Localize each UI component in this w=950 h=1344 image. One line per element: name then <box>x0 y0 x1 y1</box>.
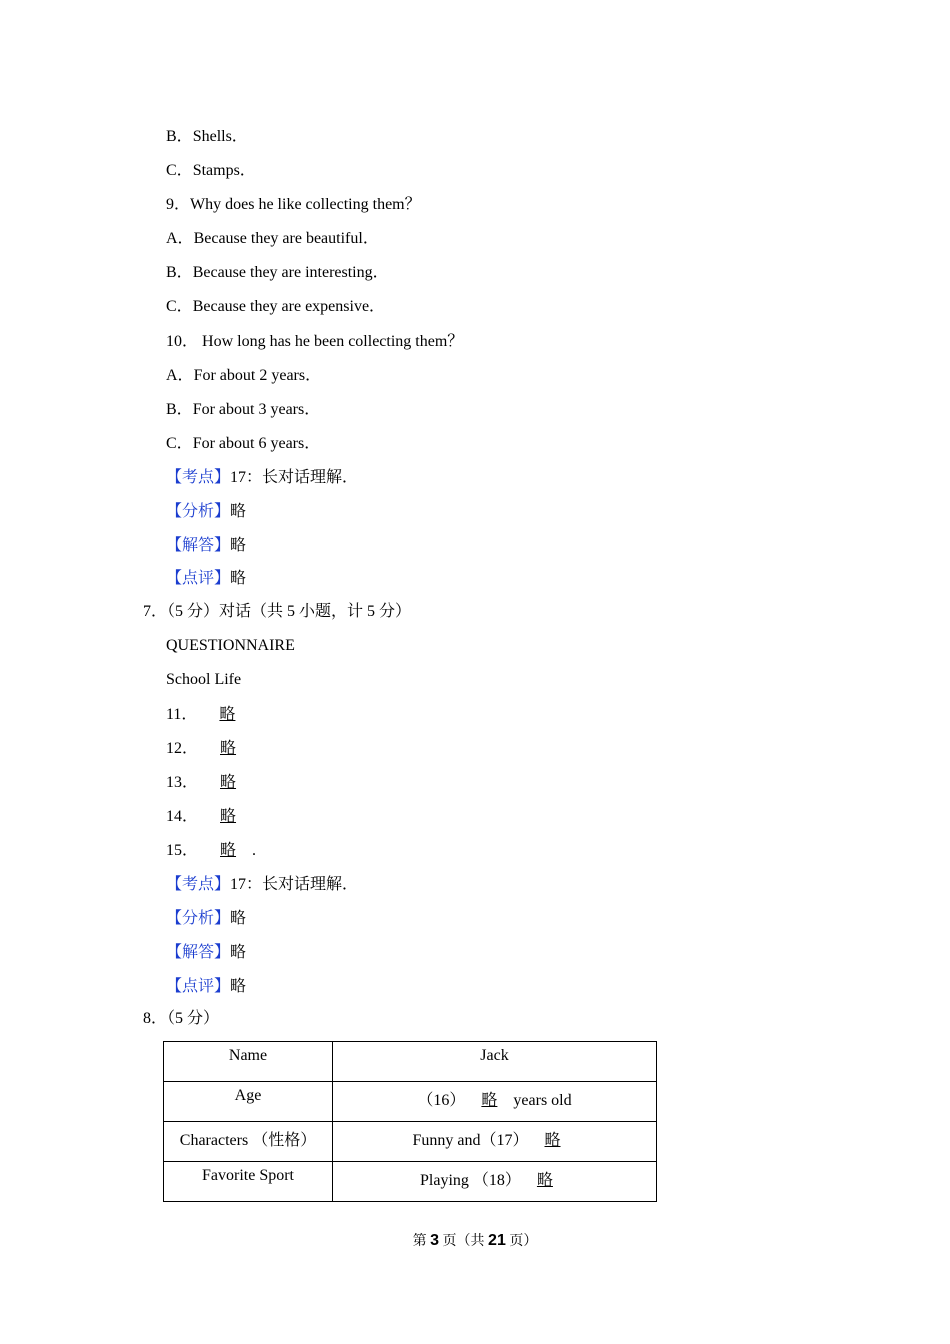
page-number: 3 <box>430 1232 440 1249</box>
q9-option-c: C．Because they are expensive． <box>166 298 386 315</box>
dianping-tag: 【点评】 <box>166 570 231 587</box>
answer-blank: 略 <box>544 1132 561 1149</box>
table-cell-value: Jack <box>333 1042 657 1082</box>
page-total: 21 <box>488 1232 506 1249</box>
jieda-tag: 【解答】 <box>166 537 231 554</box>
school-life-title: School Life <box>166 671 242 688</box>
dianping-line: 【点评】略 <box>166 978 247 995</box>
blank-item-15: 15． 略 . <box>166 842 257 859</box>
answer-blank: 略 <box>220 774 237 791</box>
table-row <box>164 1082 657 1122</box>
fenxi-tag: 【分析】 <box>166 503 231 520</box>
fenxi-line: 【分析】略 <box>166 503 247 520</box>
kaodian-tag: 【考点】 <box>166 876 231 893</box>
info-table <box>163 1041 657 1202</box>
answer-blank: 略 <box>220 808 237 825</box>
kaodian-tag: 【考点】 <box>166 469 231 486</box>
blank-item-11: 11． 略 <box>166 705 251 725</box>
fenxi-line: 【分析】略 <box>166 910 247 927</box>
answer-blank: 略 <box>536 1172 553 1189</box>
jieda-line: 【解答】略 <box>166 537 247 554</box>
q9-option-b: B．Because they are interesting． <box>166 264 389 281</box>
q9-option-a: A．Because they are beautiful． <box>166 230 379 247</box>
table-cell-label: Favorite Sport <box>164 1162 333 1202</box>
table-row <box>164 1122 657 1162</box>
page-footer: 第 3 页（共 21 页） <box>412 1232 538 1249</box>
table-cell-label: Name <box>164 1042 333 1082</box>
option-c-stamps: C．Stamps． <box>166 162 256 179</box>
answer-blank: 略 <box>220 740 237 757</box>
table-cell-label: Characters （性格） <box>164 1122 333 1162</box>
kaodian-line: 【考点】17：长对话理解． <box>166 469 359 486</box>
table-cell-label: Age <box>164 1082 333 1122</box>
question-8-header: 8．（5 分） <box>143 1010 220 1027</box>
blank-item-14: 14． 略 <box>166 807 252 827</box>
dianping-tag: 【点评】 <box>166 978 231 995</box>
blank-item-12: 12． 略 <box>166 739 252 759</box>
jieda-tag: 【解答】 <box>166 944 231 961</box>
table-cell-value: Funny and（17） 略 <box>333 1122 657 1162</box>
question-7-header: 7．（5 分）对话（共 5 小题，计 5 分） <box>143 603 412 620</box>
q10-option-c: C．For about 6 years． <box>166 435 321 452</box>
answer-blank: 略 <box>219 706 236 723</box>
jieda-line: 【解答】略 <box>166 944 247 961</box>
fenxi-tag: 【分析】 <box>166 910 231 927</box>
questionnaire-title: QUESTIONNAIRE <box>166 637 295 654</box>
option-b-shells: B．Shells． <box>166 128 248 145</box>
q10-option-b: B．For about 3 years． <box>166 401 321 418</box>
kaodian-line: 【考点】17：长对话理解． <box>166 876 359 893</box>
table-cell-value: Playing （18） 略 <box>333 1162 657 1202</box>
table-row <box>164 1162 657 1202</box>
blank-item-13: 13． 略 <box>166 773 252 793</box>
question-10: 10． How long has he been collecting them？ <box>166 333 464 350</box>
answer-blank: 略 <box>481 1092 498 1109</box>
table-row <box>164 1042 657 1082</box>
table-cell-value: （16） 略 years old <box>333 1082 657 1122</box>
dianping-line: 【点评】略 <box>166 570 247 587</box>
question-9: 9．Why does he like collecting them？ <box>166 196 421 213</box>
q10-option-a: A．For about 2 years． <box>166 367 322 384</box>
answer-blank: 略 <box>220 842 237 859</box>
